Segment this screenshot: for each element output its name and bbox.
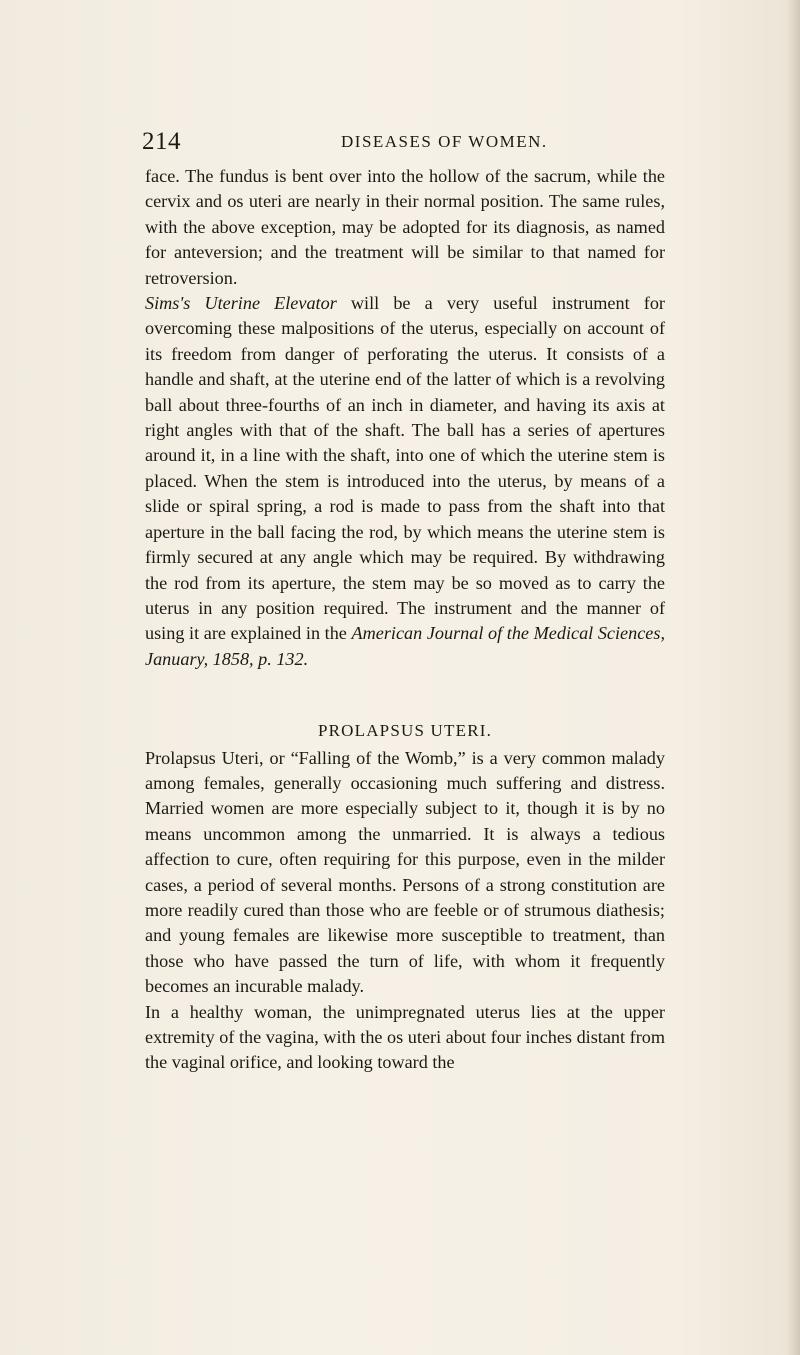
running-head: DISEASES OF WOMEN. bbox=[341, 132, 548, 151]
paragraph-healthy-woman: In a healthy woman, the unimpregnated uterus lies at the upper extremity of the vagina, with the os uteri about four inches distant from the vaginal orifice, and looking toward the bbox=[145, 1001, 665, 1073]
page-number: 214 bbox=[142, 128, 181, 155]
section-title: PROLAPSUS UTERI. bbox=[317, 721, 493, 741]
body-text bbox=[145, 164, 665, 1076]
paragraph-elevator bbox=[145, 291, 665, 672]
journal-citation: American Journal of the Medical Sciences, January, 1858, p. 132. bbox=[145, 623, 665, 669]
page-header bbox=[142, 128, 662, 160]
paragraph-prolapsus: Prolapsus Uteri, or “Falling of the Womb,” is a very common malady among females, generally occasioning much suffering and distress. Married women are more especially subject to it, though it is by no means uncommon among the unmarried. It is always a tedious affection to cure, often requiring for this purpose, even in the milder cases, a period of several months. Persons of a strong constitution are more readily cured than those who are feeble or of strumous diathesis; and young females are likewise more susceptible to treatment, than those who have passed the turn of life, with whom it frequently becomes an incurable malady. bbox=[145, 747, 665, 997]
instrument-name: Sims's Uterine Elevator bbox=[145, 293, 337, 314]
section-spacer bbox=[145, 672, 665, 718]
paragraph-elevator-text: will be a very useful instrument for overcoming these malpositions of the uterus, especially on account of its freedom from danger of perforating the uterus. It consists of a handle and shaft, at the uterine end of the latter of which is a revolving ball about three-fourths of an inch in diameter, and having its axis at right angles with that of the shaft. The ball has a series of apertures around it, in a line with the shaft, into one of which the uterine stem is placed. When the stem is introduced into the uterus, by means of a slide or spiral spring, a rod is made to pass from the shaft into that aperture in the ball facing the rod, by which means the uterine stem is firmly secured at any angle which may be required. By withdrawing the rod from its aperture, the stem may be so moved as to carry the uterus in any position required. The instrument and the manner of using it are explained in the bbox=[145, 293, 665, 644]
paragraph-continuation: face. The fundus is bent over into the hollow of the sacrum, while the cervix and os uteri are nearly in their normal position. The same rules, with the above exception, may be adopted for its diagnosis, as named for anteversion; and the treatment will be similar to that named for retroversion. bbox=[145, 166, 665, 288]
page-edge-shadow bbox=[786, 0, 800, 1355]
